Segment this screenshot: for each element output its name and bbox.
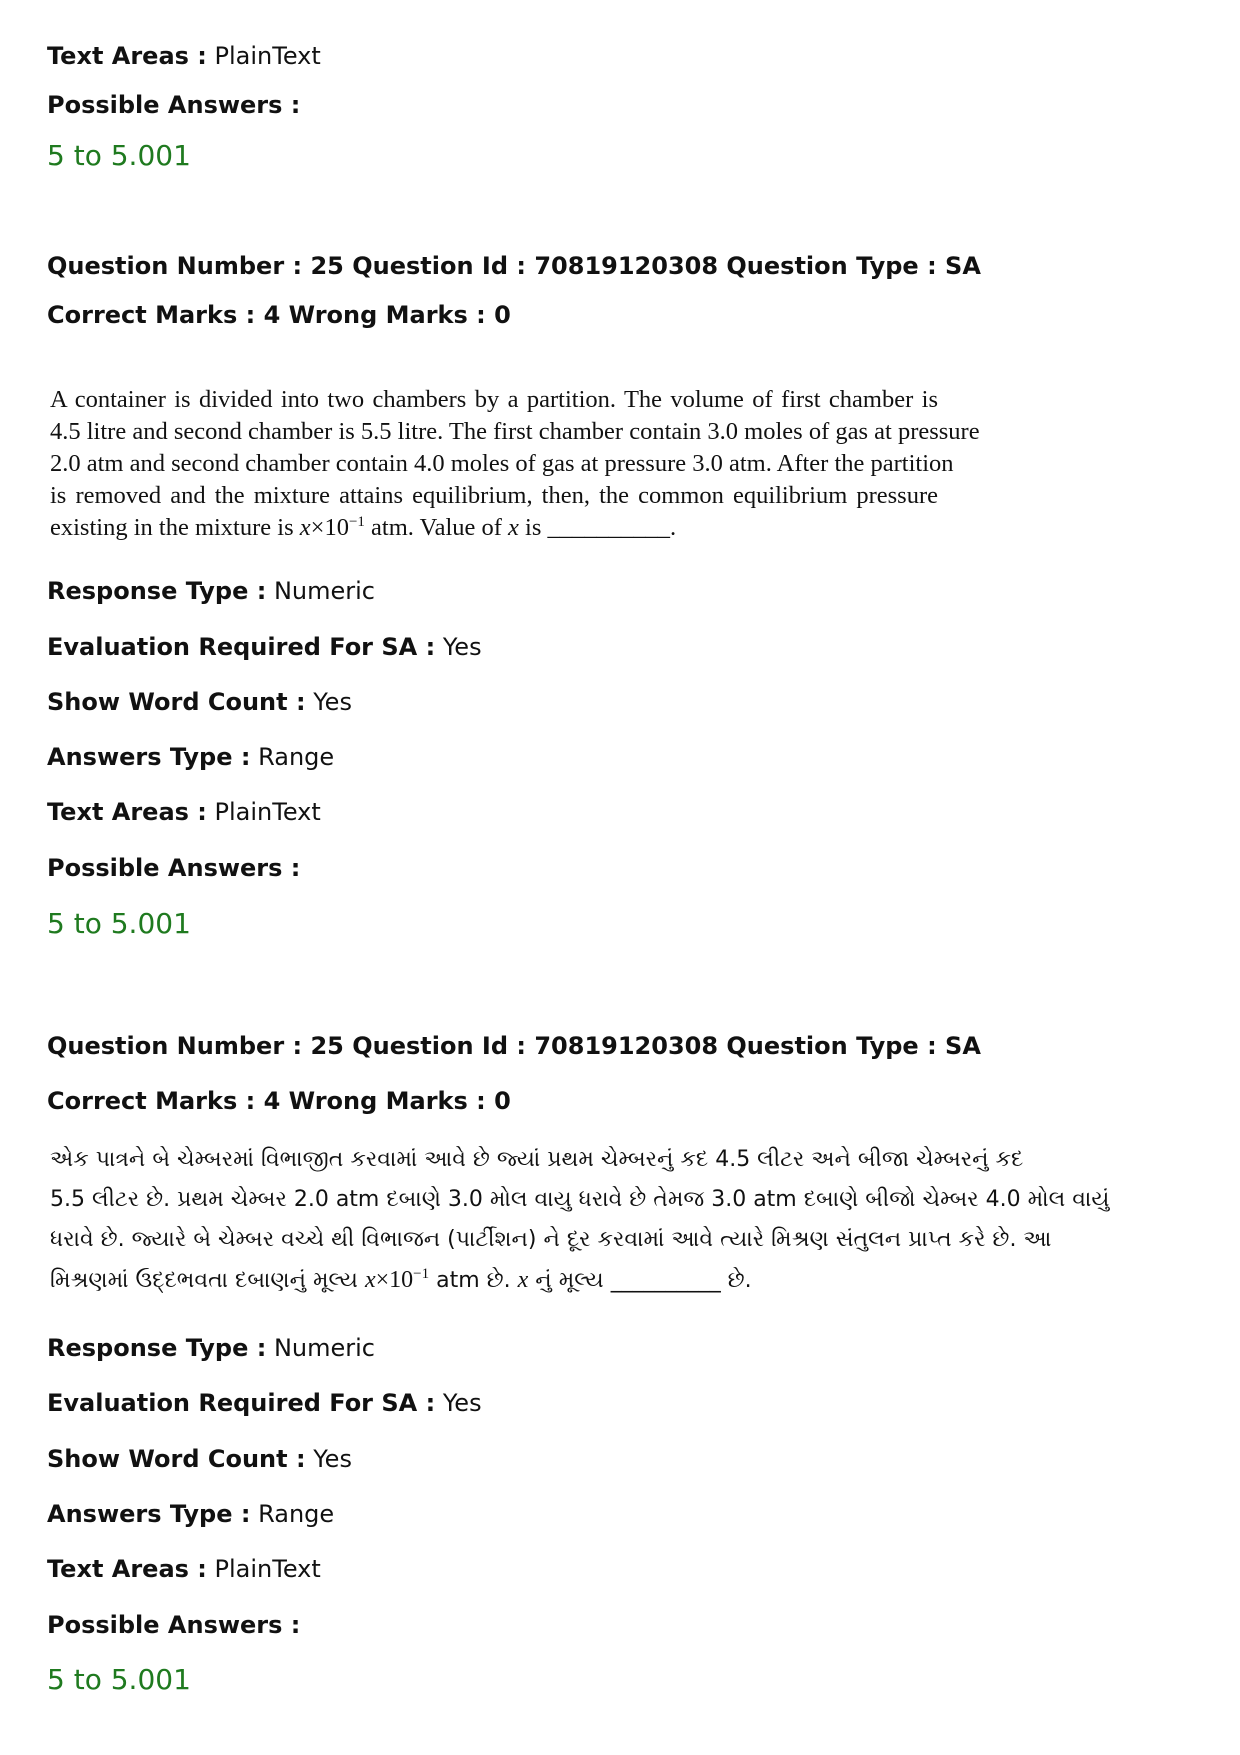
- question-text-image: [50, 384, 980, 544]
- question-header: [47, 1030, 981, 1062]
- possible-answers-label: Possible Answers :: [47, 854, 301, 882]
- question-text-line: ધરાવે છે. જ્યારે બે ચેમ્બર વચ્ચે થી વિભાજન (પાર્ટીશન) ને દૂર કરવામાં આવે ત્યારે મિશ્રણ સંતુલન પ્રાપ્ત કરે છે. આ: [50, 1227, 1052, 1252]
- possible-answers-label: Possible Answers :: [47, 91, 301, 119]
- question-number: 25: [310, 1032, 344, 1060]
- show-word-count-value: Yes: [313, 688, 352, 716]
- text-areas-label: Text Areas :: [47, 42, 207, 70]
- evaluation-required-row: [47, 631, 482, 663]
- response-type-value: Numeric: [273, 577, 375, 605]
- text-areas-row: [47, 796, 321, 828]
- text-areas-value: PlainText: [214, 798, 321, 826]
- question-text-line: A container is divided into two chambers by a partition. The volume of first chamber is: [50, 386, 938, 413]
- possible-answer-value: 5 to 5.001: [47, 907, 191, 940]
- show-word-count-label: Show Word Count :: [47, 688, 306, 716]
- question-type-label: Question Type :: [726, 252, 937, 280]
- show-word-count-row: [47, 686, 352, 718]
- question-text-line: 2.0 atm and second chamber contain 4.0 moles of gas at pressure 3.0 atm. After the partition: [50, 450, 954, 477]
- answer-blank: __________.: [547, 514, 677, 541]
- possible-answers-row: [47, 1609, 300, 1641]
- evaluation-required-value: Yes: [442, 633, 482, 661]
- answers-type-value: Range: [258, 1500, 335, 1528]
- wrong-marks: 0: [494, 1087, 511, 1115]
- wrong-marks: 0: [494, 301, 511, 329]
- question-text-line: is removed and the mixture attains equilibrium, then, the common equilibrium pressure: [50, 482, 938, 509]
- wrong-marks-label: Wrong Marks :: [288, 1087, 486, 1115]
- possible-answers-row: [47, 89, 300, 121]
- text-areas-label: Text Areas :: [47, 798, 207, 826]
- marks-row: [47, 299, 511, 331]
- answers-type-label: Answers Type :: [47, 1500, 251, 1528]
- response-type-label: Response Type :: [47, 577, 267, 605]
- question-text-image: [50, 1140, 1110, 1301]
- wrong-marks-label: Wrong Marks :: [288, 301, 486, 329]
- evaluation-required-label: Evaluation Required For SA :: [47, 1389, 436, 1417]
- correct-marks-label: Correct Marks :: [47, 301, 256, 329]
- response-type-label: Response Type :: [47, 1334, 267, 1362]
- correct-marks: 4: [263, 1087, 281, 1115]
- question-number-label: Question Number :: [47, 252, 303, 280]
- answers-type-row: [47, 741, 334, 773]
- show-word-count-label: Show Word Count :: [47, 1445, 306, 1473]
- possible-answers-row: [47, 852, 300, 884]
- text-areas-row: [47, 40, 321, 72]
- marks-row: [47, 1085, 511, 1117]
- answers-type-row: [47, 1498, 334, 1530]
- question-number: 25: [310, 252, 344, 280]
- response-type-row: [47, 575, 375, 607]
- show-word-count-value: Yes: [313, 1445, 352, 1473]
- question-id: 70819120308: [534, 252, 719, 280]
- evaluation-required-value: Yes: [442, 1389, 482, 1417]
- answer-blank: __________: [610, 1268, 721, 1293]
- question-text-line: 5.5 લીટર છે. પ્રથમ ચેમ્બર 2.0 atm દબાણે 3.0 મોલ વાયુ ધરાવે છે તેમજ 3.0 atm દબાણે બીજો ચેમ્બર 4.0 મોલ વાયું: [50, 1187, 1110, 1212]
- possible-answer-value: 5 to 5.001: [47, 1663, 191, 1696]
- correct-marks: 4: [263, 301, 281, 329]
- answers-type-label: Answers Type :: [47, 743, 251, 771]
- possible-answer-value: 5 to 5.001: [47, 139, 191, 172]
- question-text-line: મિશ્રણમાં ઉદ્દભવતા દબાણનું મૂલ્ય $x\times 10^{-1}$ atm છે. x નું મૂલ્ય __________ છે.: [50, 1260, 940, 1301]
- question-text-line: existing in the mixture is $x\times 10^{-1}$ atm. Value of x is __________.: [50, 512, 938, 544]
- question-id: 70819120308: [534, 1032, 719, 1060]
- evaluation-required-label: Evaluation Required For SA :: [47, 633, 436, 661]
- question-type: SA: [945, 252, 981, 280]
- question-type-label: Question Type :: [726, 1032, 937, 1060]
- correct-marks-label: Correct Marks :: [47, 1087, 256, 1115]
- text-areas-row: [47, 1553, 321, 1585]
- text-areas-value: PlainText: [214, 42, 321, 70]
- answers-type-value: Range: [258, 743, 335, 771]
- evaluation-required-row: [47, 1387, 482, 1419]
- question-type: SA: [945, 1032, 981, 1060]
- question-text-line: એક પાત્રને બે ચેમ્બરમાં વિભાજીત કરવામાં આવે છે જ્યાં પ્રથમ ચેમ્બરનું કદ 4.5 લીટર અને બીજા ચેમ્બરનું કદ: [50, 1147, 1024, 1172]
- question-id-label: Question Id :: [352, 252, 526, 280]
- question-text-line: 4.5 litre and second chamber is 5.5 litre. The first chamber contain 3.0 moles of gas at pressure: [50, 418, 980, 445]
- show-word-count-row: [47, 1443, 352, 1475]
- question-number-label: Question Number :: [47, 1032, 303, 1060]
- text-areas-value: PlainText: [214, 1555, 321, 1583]
- response-type-value: Numeric: [273, 1334, 375, 1362]
- possible-answers-label: Possible Answers :: [47, 1611, 301, 1639]
- question-header: [47, 250, 981, 282]
- text-areas-label: Text Areas :: [47, 1555, 207, 1583]
- question-id-label: Question Id :: [352, 1032, 526, 1060]
- response-type-row: [47, 1332, 375, 1364]
